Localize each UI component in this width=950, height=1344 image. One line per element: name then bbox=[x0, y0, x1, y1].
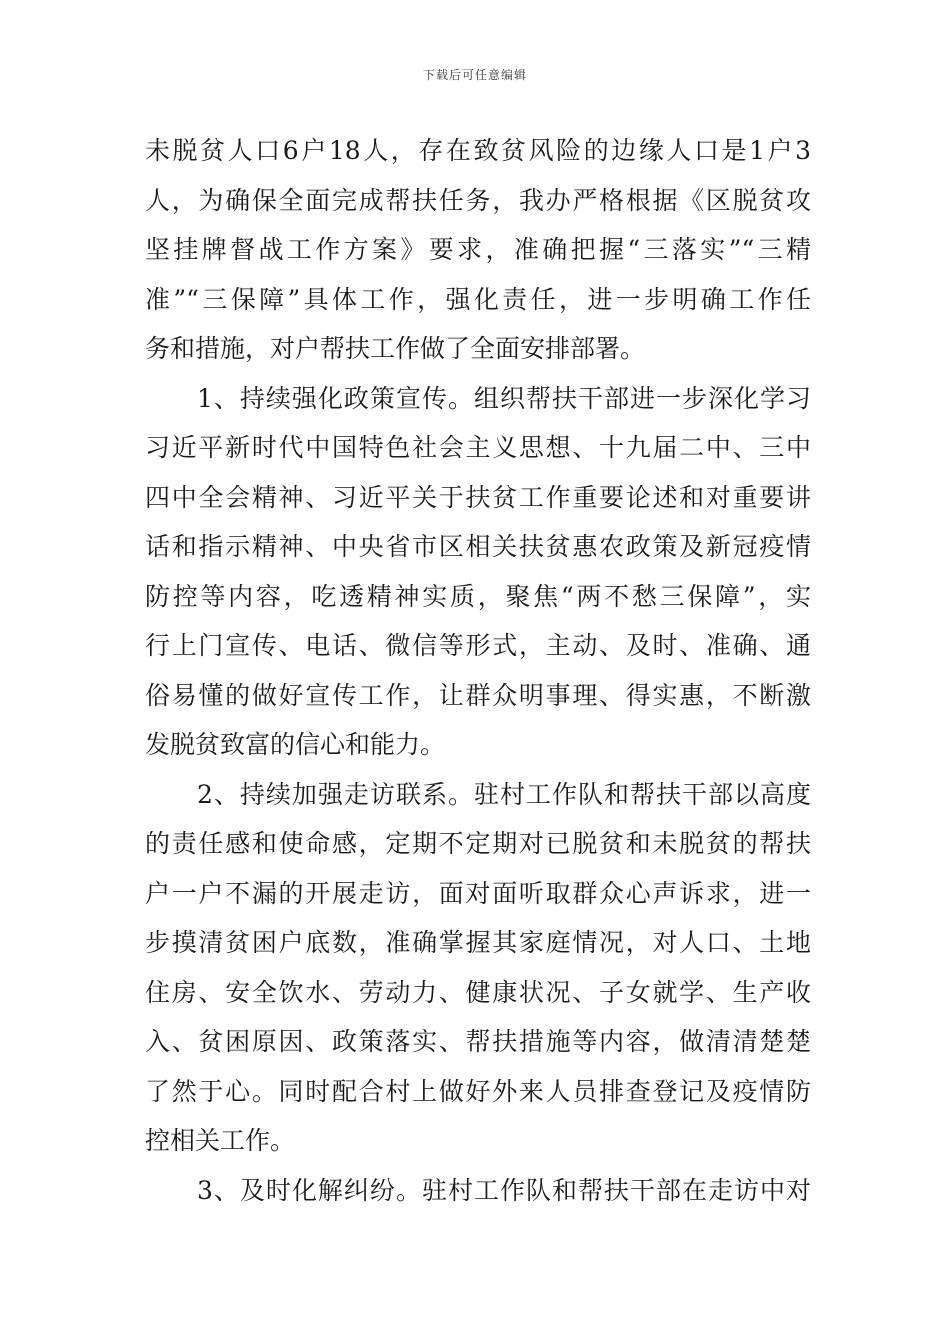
text-line: 人，为确保全面完成帮扶任务，我办严格根据《区脱贫攻 bbox=[145, 185, 811, 215]
text-line: 2、持续加强走访联系。驻村工作队和帮扶干部以高度 bbox=[145, 779, 811, 809]
text-line: 习近平新时代中国特色社会主义思想、十九届二中、三中 bbox=[145, 433, 811, 462]
text-line: 户一户不漏的开展走访，面对面听取群众心声诉求，进一 bbox=[145, 878, 811, 908]
text-line: 的责任感和使命感，定期不定期对已脱贫和未脱贫的帮扶 bbox=[145, 829, 811, 858]
text-line: 防控等内容，吃透精神实质，聚焦“两不愁三保障”，实 bbox=[145, 581, 811, 611]
text-line: 准”“三保障”具体工作，强化责任，进一步明确工作任 bbox=[145, 284, 811, 314]
text-line: 3、及时化解纠纷。驻村工作队和帮扶干部在走访中对 bbox=[145, 1175, 811, 1205]
text-line: 住房、安全饮水、劳动力、健康状况、子女就学、生产收 bbox=[145, 977, 811, 1007]
text-line: 坚挂牌督战工作方案》要求，准确把握“三落实”“三精 bbox=[145, 235, 811, 264]
text-line: 发脱贫致富的信心和能力。 bbox=[145, 730, 446, 759]
text-line: 控相关工作。 bbox=[145, 1126, 296, 1155]
header-note: 下载后可任意编辑 bbox=[422, 68, 527, 82]
text-line: 话和指示精神、中央省市区相关扶贫惠农政策及新冠疫情 bbox=[145, 532, 811, 561]
text-line: 四中全会精神、习近平关于扶贫工作重要论述和对重要讲 bbox=[145, 482, 811, 512]
text-line: 行上门宣传、电话、微信等形式，主动、及时、准确、通 bbox=[145, 631, 811, 660]
text-line: 入、贫困原因、政策落实、帮扶措施等内容，做清清楚楚 bbox=[145, 1027, 811, 1056]
text-line: 俗易懂的做好宣传工作，让群众明事理、得实惠，不断激 bbox=[145, 680, 811, 710]
text-line: 了然于心。同时配合村上做好外来人员排查登记及疫情防 bbox=[145, 1076, 811, 1106]
text-line: 未脱贫人口6户18人，存在致贫风险的边缘人口是1户3 bbox=[145, 136, 811, 165]
body-text bbox=[145, 126, 811, 1215]
text-line: 1、持续强化政策宣传。组织帮扶干部进一步深化学习 bbox=[145, 383, 811, 413]
text-line: 务和措施，对户帮扶工作做了全面安排部署。 bbox=[145, 334, 646, 363]
text-line: 步摸清贫困户底数，准确掌握其家庭情况，对人口、土地 bbox=[145, 928, 811, 957]
